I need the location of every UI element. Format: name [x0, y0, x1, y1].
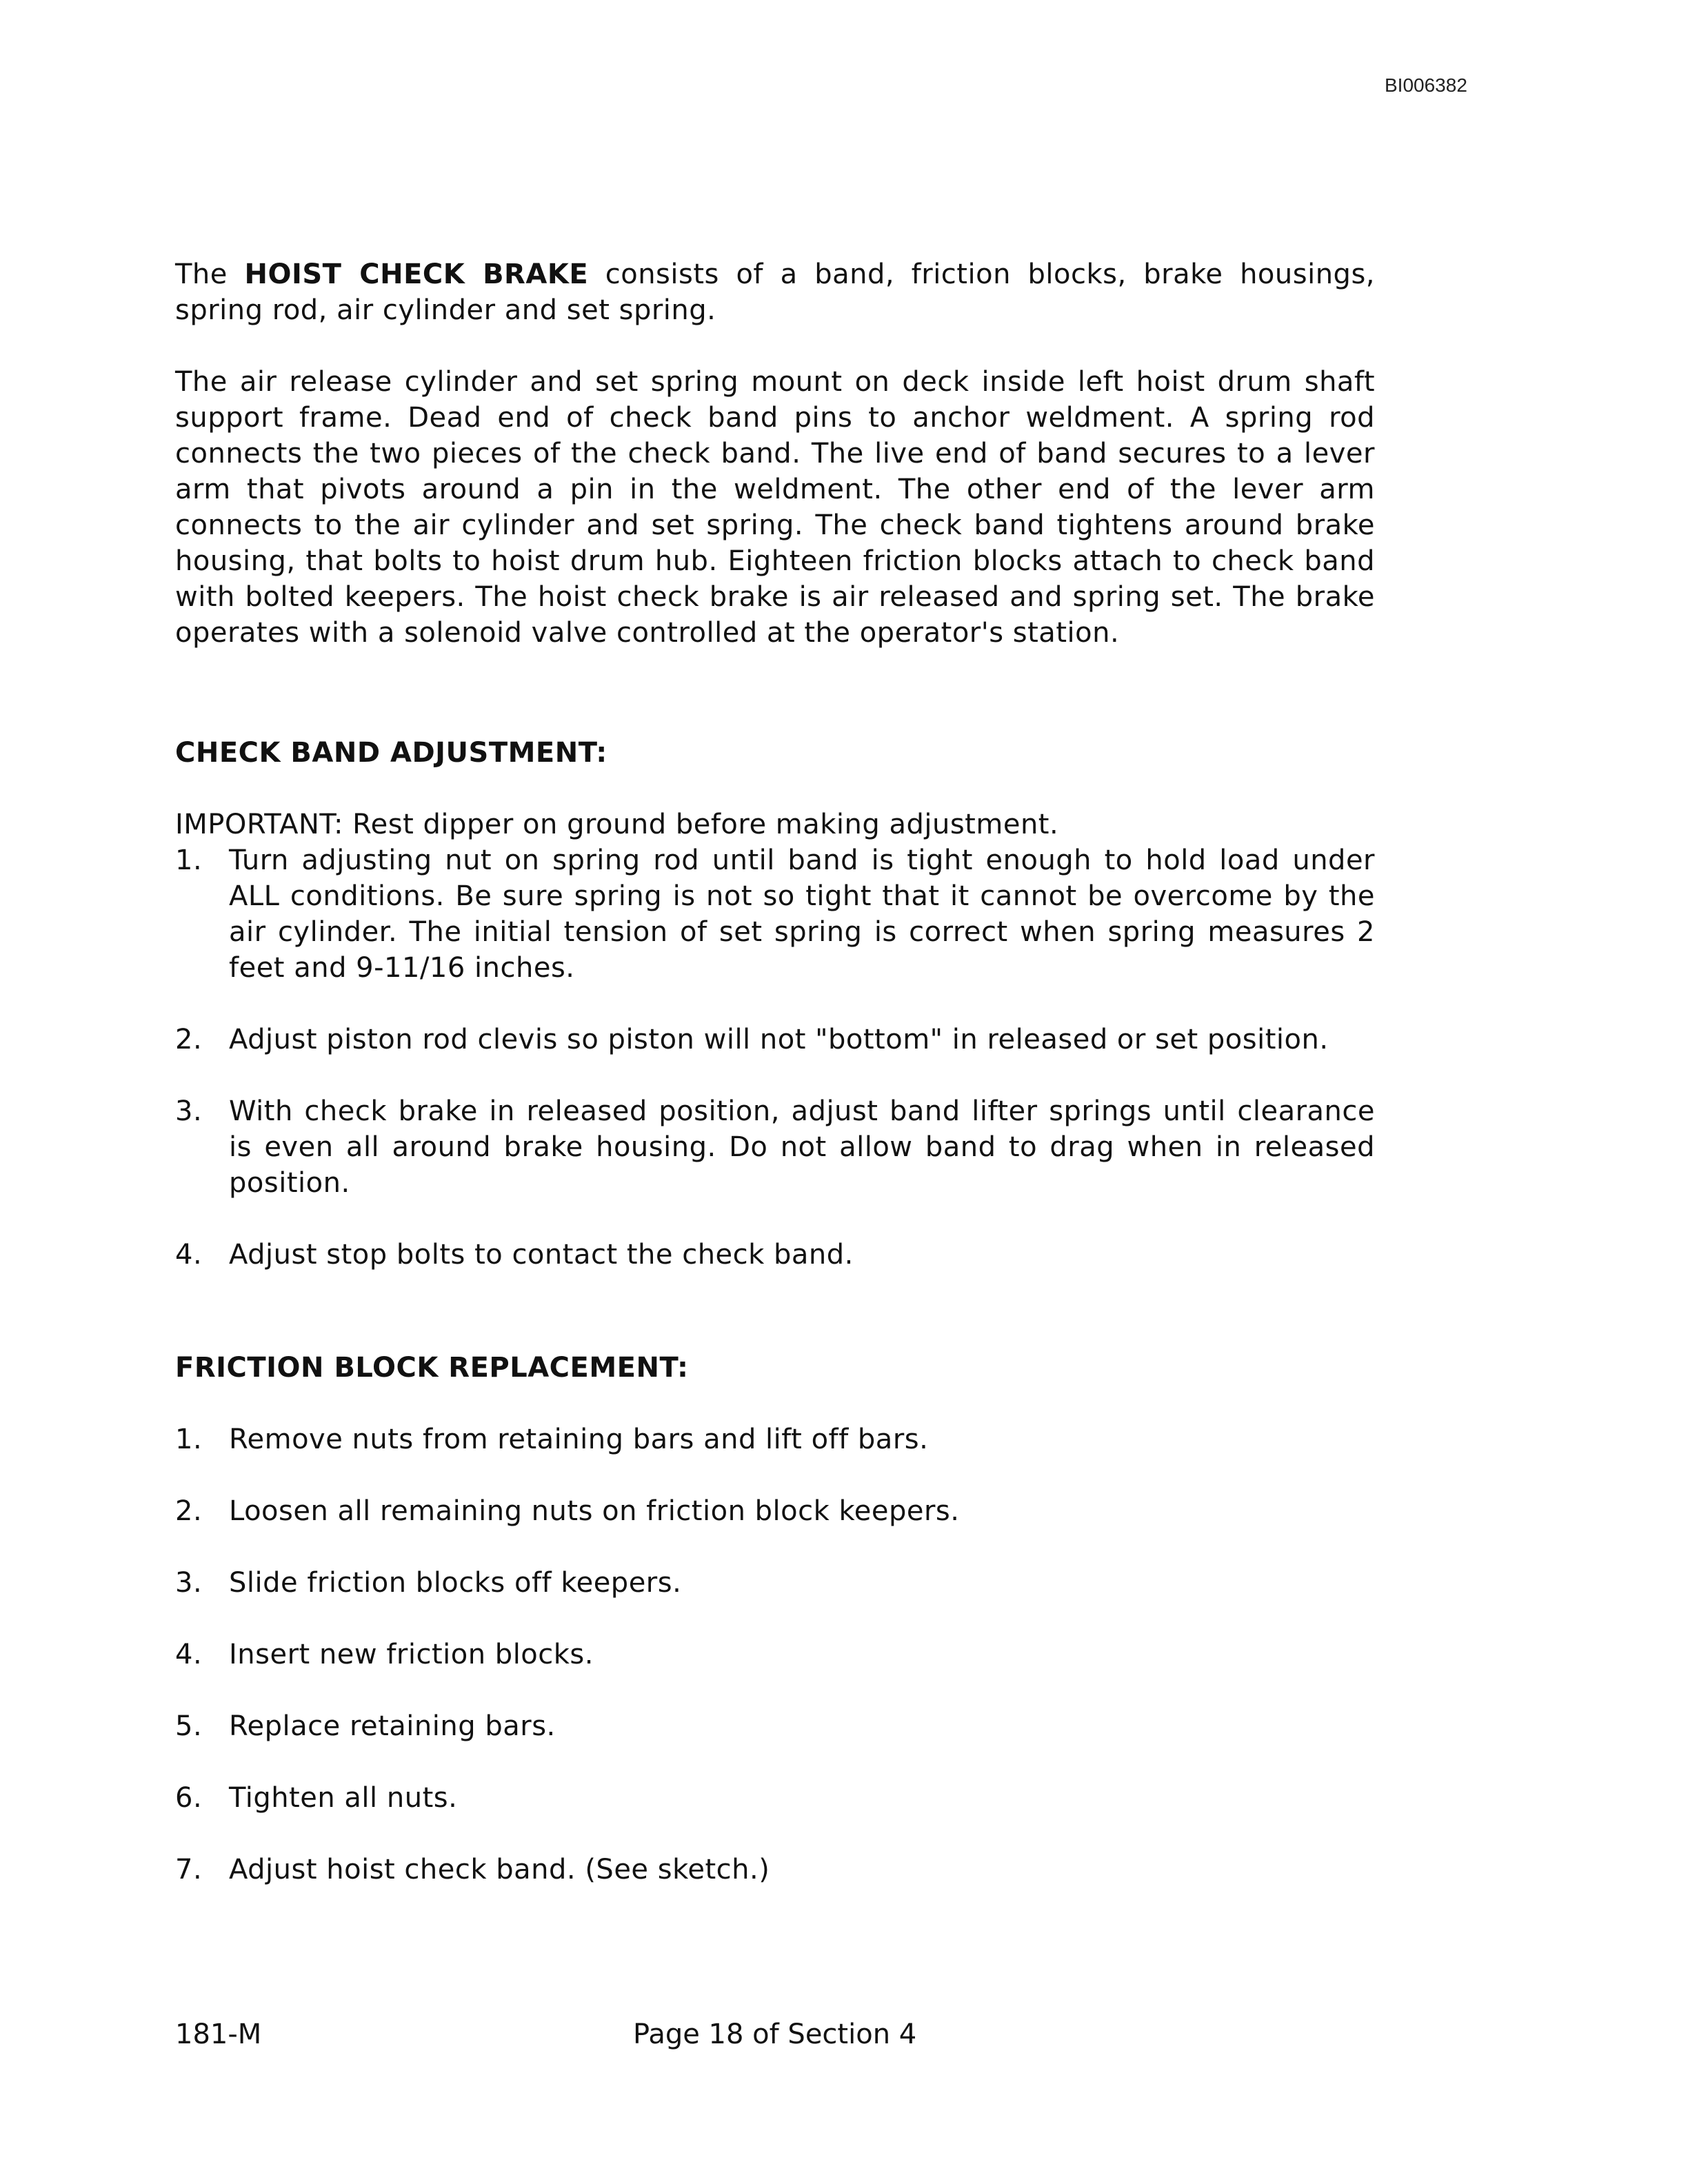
list-item	[175, 1022, 1375, 1058]
step-number: 1.	[175, 1424, 203, 1455]
step-text: Slide friction blocks off keepers.	[229, 1567, 682, 1599]
check-band-heading: CHECK BAND ADJUSTMENT:	[175, 737, 607, 769]
intro-term: HOIST CHECK BRAKE	[244, 259, 589, 290]
step-text: Adjust hoist check band. (See sketch.)	[229, 1854, 770, 1885]
friction-block-heading: FRICTION BLOCK REPLACEMENT:	[175, 1352, 689, 1384]
document-body	[175, 256, 1375, 1923]
important-note: IMPORTANT: Rest dipper on ground before making adjustment.	[175, 809, 1059, 840]
step-number: 4.	[175, 1239, 203, 1271]
step-number: 7.	[175, 1854, 203, 1885]
step-text: Loosen all remaining nuts on friction block keepers.	[229, 1495, 960, 1527]
list-item	[175, 1093, 1375, 1201]
list-item	[175, 1780, 1375, 1816]
document-id: BI006382	[1385, 74, 1467, 96]
list-item	[175, 1637, 1375, 1672]
step-number: 3.	[175, 1567, 203, 1599]
list-item	[175, 1422, 1375, 1457]
list-item	[175, 1852, 1375, 1888]
step-text: With check brake in released position, adjust band lifter springs until clearance is even all around brake housing. Do not allow band to drag when in released position.	[229, 1095, 1375, 1199]
step-number: 2.	[175, 1495, 203, 1527]
step-number: 5.	[175, 1710, 203, 1742]
check-band-steps	[175, 842, 1375, 1273]
list-item	[175, 1565, 1375, 1601]
step-number: 2.	[175, 1024, 203, 1055]
list-item	[175, 1237, 1375, 1273]
footer-model: 181-M	[175, 2019, 262, 2050]
step-text: Adjust stop bolts to contact the check band.	[229, 1239, 854, 1271]
list-item	[175, 842, 1375, 986]
footer-page-number: Page 18 of Section 4	[633, 2019, 917, 2050]
step-number: 6.	[175, 1782, 203, 1814]
intro-pre: The	[175, 259, 245, 290]
description-paragraph: The air release cylinder and set spring mount on deck inside left hoist drum shaft support frame. Dead end of check band pins to anchor weldment. A spring rod connects the two pieces of the check band. The live end of band secures to a lever arm that pivots around a pin in the weldment. The other end of the lever arm connects to the air cylinder and set spring. The check band tightens around brake housing, that bolts to hoist drum hub. Eighteen friction blocks attach to check band with bolted keepers. The hoist check brake is air released and spring set. The brake operates with a solenoid valve controlled at the operator's station.	[175, 366, 1375, 649]
step-number: 3.	[175, 1095, 203, 1127]
intro-paragraph	[175, 256, 1375, 328]
step-number: 1.	[175, 845, 203, 876]
list-item	[175, 1493, 1375, 1529]
step-text: Remove nuts from retaining bars and lift off bars.	[229, 1424, 929, 1455]
list-item	[175, 1708, 1375, 1744]
step-text: Tighten all nuts.	[229, 1782, 458, 1814]
step-text: Insert new friction blocks.	[229, 1639, 594, 1670]
step-text: Adjust piston rod clevis so piston will not "bottom" in released or set position.	[229, 1024, 1329, 1055]
intro-post: consists of a band, friction blocks, brake housings, spring rod, air cylinder and set spring.	[175, 259, 1376, 326]
step-text: Replace retaining bars.	[229, 1710, 556, 1742]
friction-block-steps	[175, 1422, 1375, 1888]
step-text: Turn adjusting nut on spring rod until band is tight enough to hold load under ALL conditions. Be sure spring is not so tight that it cannot be overcome by the air cylinder. The initial tension of set spring is correct when spring measures 2 feet and 9-11/16 inches.	[229, 845, 1375, 984]
step-number: 4.	[175, 1639, 203, 1670]
